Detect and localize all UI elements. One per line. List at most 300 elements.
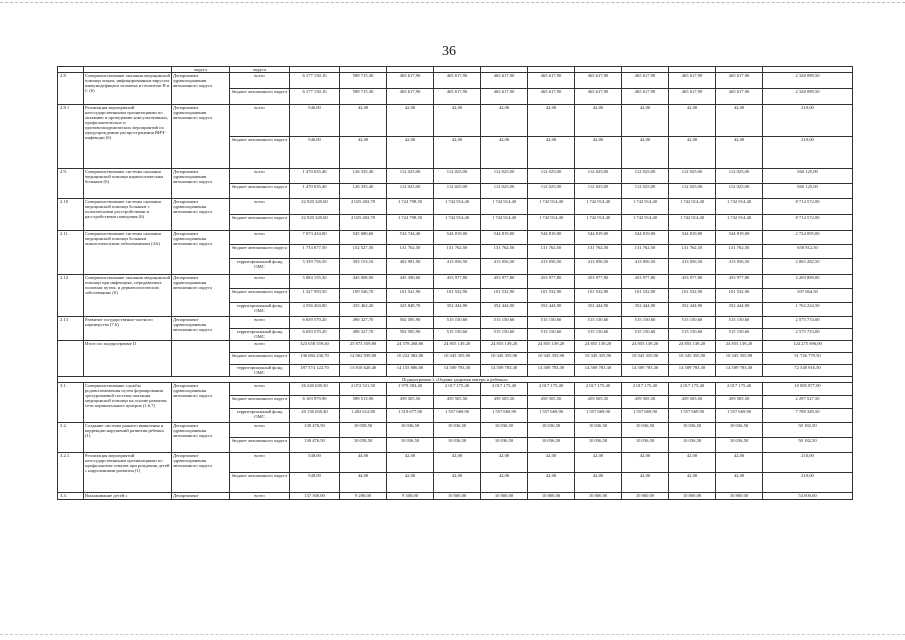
value-cell: 42,00	[622, 137, 669, 169]
row-department	[172, 341, 230, 377]
funding-source: территориальный фонд ОМС	[230, 259, 290, 275]
value-cell: 112 025,00	[575, 184, 622, 199]
value-cell: 1 470 635,40	[290, 169, 340, 184]
value-cell: 1 470 635,40	[290, 184, 340, 199]
value-cell: 453 977,80	[716, 275, 763, 289]
value-cell: 515 150,60	[622, 329, 669, 341]
row-name: Выхаживание детей с	[84, 493, 172, 500]
table-row	[58, 423, 853, 438]
value-cell: 42,00	[387, 473, 434, 493]
value-cell: 10 345 355,90	[434, 353, 481, 365]
value-cell: 210,00	[763, 473, 853, 493]
value-cell: 2 017 175,40	[669, 383, 716, 396]
value-cell: 1 557 669,90	[575, 409, 622, 423]
value-cell: 352 444,90	[481, 303, 528, 317]
value-cell: 544 819,00	[528, 231, 575, 245]
value-cell: 42,00	[716, 137, 763, 169]
value-cell: 187 574 122,70	[290, 365, 340, 377]
value-cell: 10 800,00	[481, 493, 528, 500]
value-cell: 42,00	[434, 473, 481, 493]
funding-source: территориальный фонд ОМС	[230, 365, 290, 377]
value-cell: 112 025,00	[622, 169, 669, 184]
value-cell: 112 025,00	[481, 169, 528, 184]
value-cell: 136 084 236,70	[290, 353, 340, 365]
row-department: Департамент здравоохранения автономного округа	[172, 169, 230, 199]
value-cell: 10 800,00	[575, 493, 622, 500]
value-cell: 2 025 463,70	[340, 215, 387, 231]
funding-source: бюджет автономного округа	[230, 215, 290, 231]
value-cell: 1 557 669,90	[716, 409, 763, 423]
value-cell: 42,00	[528, 137, 575, 169]
value-cell: 413 056,50	[716, 259, 763, 275]
row-code: 3.3.	[58, 493, 84, 500]
row-code: 2.12.	[58, 275, 84, 317]
table-row	[58, 383, 853, 396]
value-cell: 352 444,90	[434, 303, 481, 317]
value-cell: 6 177 130,10	[290, 73, 340, 89]
value-cell: 546,00	[290, 105, 340, 137]
row-name: Совершенствование оказания медицинской помощи лицам, инфицированным вирусом иммунодефицита человека и гепатитов B и C (6)	[84, 73, 172, 105]
value-cell: 2 017 175,40	[716, 383, 763, 396]
value-cell: 402 981,90	[387, 259, 434, 275]
value-cell: 515 150,60	[481, 317, 528, 329]
value-cell: 10 345 355,90	[669, 353, 716, 365]
value-cell: 131 762,50	[622, 245, 669, 259]
value-cell: 10 036,50	[669, 423, 716, 438]
table-row	[58, 341, 853, 353]
value-cell: 465 617,90	[716, 73, 763, 89]
value-cell: 1 742 914,40	[481, 199, 528, 215]
value-cell: 502 585,90	[387, 317, 434, 329]
value-cell: 2 328 089,50	[763, 89, 853, 105]
value-cell: 465 617,90	[481, 73, 528, 89]
value-cell: 42,00	[387, 453, 434, 473]
value-cell: 1 742 914,40	[481, 215, 528, 231]
funding-source: территориальный фонд ОМС	[230, 329, 290, 341]
row-department: Департамент здравоохранения автономного округа	[172, 231, 230, 275]
value-cell: 465 617,90	[669, 73, 716, 89]
value-cell: 42,00	[434, 105, 481, 137]
row-name: Реализация мероприятий негосударственными организациями по профилактике отказов при рождении детей с нарушениями развития (1)	[84, 453, 172, 493]
value-cell: 10 345 355,90	[481, 353, 528, 365]
value-cell: 465 617,90	[575, 89, 622, 105]
value-cell: 112 025,00	[387, 169, 434, 184]
value-cell: 1 979 383,40	[387, 383, 434, 396]
value-cell: 465 617,90	[669, 89, 716, 105]
funding-source: бюджет автономного округа	[230, 438, 290, 453]
value-cell: 210,00	[763, 453, 853, 473]
value-cell: 42,00	[669, 453, 716, 473]
value-cell: 14 509 783,30	[481, 365, 528, 377]
value-cell: 24 855 139,20	[575, 341, 622, 353]
value-cell: 515 150,60	[716, 317, 763, 329]
value-cell: 459 505,50	[387, 396, 434, 409]
value-cell: 126 335,40	[340, 184, 387, 199]
value-cell: 515 150,60	[716, 329, 763, 341]
funding-source: бюджет автономного округа	[230, 289, 290, 303]
value-cell: 658 812,50	[763, 245, 853, 259]
table-row	[58, 453, 853, 473]
value-cell: 2 017 175,40	[528, 383, 575, 396]
value-cell: 14 509 783,30	[669, 365, 716, 377]
value-cell: 1 557 669,90	[669, 409, 716, 423]
value-cell: 589 715,30	[340, 89, 387, 105]
value-cell: 13 810 620,40	[340, 365, 387, 377]
value-cell: 445 008,90	[340, 275, 387, 289]
value-cell: 515 150,60	[575, 329, 622, 341]
value-cell: 24 855 139,20	[716, 341, 763, 353]
value-cell: 42,00	[387, 137, 434, 169]
value-cell: 10 222 382,80	[387, 353, 434, 365]
funding-source: всего	[230, 275, 290, 289]
value-cell: 352 444,90	[669, 303, 716, 317]
value-cell: 131 762,50	[434, 245, 481, 259]
row-code	[58, 341, 84, 377]
funding-source: всего	[230, 341, 290, 353]
value-cell: 515 150,60	[434, 329, 481, 341]
value-cell: 1 742 914,40	[716, 199, 763, 215]
row-name: Совершенствование системы оказания медицинской помощи больным с психическими расстройствами и расстройствами поведения (6)	[84, 199, 172, 231]
value-cell: 42,00	[481, 137, 528, 169]
value-cell: 453 977,80	[622, 275, 669, 289]
value-cell: 112 025,00	[622, 184, 669, 199]
value-cell: 42,00	[622, 105, 669, 137]
value-cell: 126 335,40	[340, 169, 387, 184]
value-cell: 1 742 914,40	[622, 199, 669, 215]
value-cell: 1 742 914,40	[528, 199, 575, 215]
value-cell: 42,00	[340, 105, 387, 137]
value-cell: 465 617,90	[716, 89, 763, 105]
value-cell: 1 742 914,40	[669, 199, 716, 215]
value-cell: 544 819,00	[481, 231, 528, 245]
value-cell: 5 884 155,30	[290, 275, 340, 289]
value-cell: 2 575 753,00	[763, 329, 853, 341]
value-cell: 1 742 914,40	[434, 199, 481, 215]
value-cell: 459 505,50	[528, 396, 575, 409]
funding-source: всего	[230, 105, 290, 137]
value-cell: 1 724 798,50	[387, 199, 434, 215]
value-cell: 42,00	[669, 105, 716, 137]
value-cell: 10 036,50	[528, 438, 575, 453]
value-cell: 10 345 355,90	[575, 353, 622, 365]
value-cell: 546,00	[290, 137, 340, 169]
value-cell: 112 025,00	[434, 169, 481, 184]
value-cell: 24 855 139,20	[434, 341, 481, 353]
value-cell: 42,00	[575, 453, 622, 473]
value-cell: 42,00	[434, 453, 481, 473]
value-cell: 42,00	[528, 105, 575, 137]
value-cell: 10 036,50	[716, 423, 763, 438]
table-row	[58, 317, 853, 329]
value-cell: 1 742 914,40	[528, 215, 575, 231]
value-cell: 445 390,60	[387, 275, 434, 289]
value-cell: 459 505,50	[575, 396, 622, 409]
value-cell: 22 920 320,60	[290, 215, 340, 231]
table-row	[58, 199, 853, 215]
value-cell: 72 548 916,50	[763, 365, 853, 377]
table-row	[58, 73, 853, 89]
value-cell: 101 532,90	[434, 289, 481, 303]
value-cell: 10 345 355,90	[622, 353, 669, 365]
value-cell: 1 742 914,40	[434, 215, 481, 231]
value-cell: 465 617,90	[387, 73, 434, 89]
row-department: Департамент здравоохранения автономного округа	[172, 317, 230, 341]
funding-source: всего	[230, 423, 290, 438]
value-cell: 589 715,30	[340, 73, 387, 89]
budget-table	[57, 66, 853, 500]
funding-source: всего	[230, 453, 290, 473]
value-cell: 6 177 130,10	[290, 89, 340, 105]
funding-source: бюджет автономного округа	[230, 245, 290, 259]
value-cell: 507 664,50	[763, 289, 853, 303]
value-cell: 20 136 659,40	[290, 409, 340, 423]
row-name: Совершенствование службы родовспоможения путем формирования трехуровневой системы оказания медицинской помощи на основе развития сети перинатальных центров (1,6,7)	[84, 383, 172, 423]
table-row	[58, 169, 853, 184]
value-cell: 413 056,50	[622, 259, 669, 275]
value-cell: 42,00	[575, 137, 622, 169]
row-code: 2.9.	[58, 169, 84, 199]
funding-source: бюджет автономного округа	[230, 137, 290, 169]
value-cell: 42,00	[669, 137, 716, 169]
value-cell: 1 742 914,40	[622, 215, 669, 231]
value-cell: 112 025,00	[575, 169, 622, 184]
value-cell: 42,00	[481, 105, 528, 137]
value-cell: 2 297 527,50	[763, 396, 853, 409]
value-cell: 1 742 914,40	[575, 199, 622, 215]
row-code: 2.11.	[58, 231, 84, 275]
value-cell: 7 073 434,00	[290, 231, 340, 245]
value-cell: 10 800,00	[434, 493, 481, 500]
value-cell: 42,00	[481, 453, 528, 473]
value-cell: 10 036,50	[622, 423, 669, 438]
value-cell: 42,00	[716, 453, 763, 473]
value-cell: 10 800,00	[669, 493, 716, 500]
value-cell: 9 200,00	[340, 493, 387, 500]
value-cell: 465 617,90	[434, 73, 481, 89]
page-number: 36	[442, 44, 456, 59]
value-cell: 10 036,50	[622, 438, 669, 453]
funding-source: всего	[230, 493, 290, 500]
value-cell: 112 025,00	[528, 184, 575, 199]
row-code: 3.2.	[58, 423, 84, 453]
value-cell: 101 532,90	[669, 289, 716, 303]
value-cell: 6 103 979,90	[290, 396, 340, 409]
row-code: 3.1.	[58, 383, 84, 423]
value-cell: 1 762 224,50	[763, 303, 853, 317]
value-cell: 5 339 756,50	[290, 259, 340, 275]
value-cell: 101 532,90	[481, 289, 528, 303]
value-cell: 10 800,00	[716, 493, 763, 500]
value-cell: 1 557 669,90	[528, 409, 575, 423]
value-cell: 112 025,00	[716, 184, 763, 199]
value-cell: 6 659 570,20	[290, 317, 340, 329]
value-cell: 131 762,50	[716, 245, 763, 259]
row-department: Департамент здравоохранения автономного округа	[172, 453, 230, 493]
value-cell: 42,00	[481, 473, 528, 493]
value-cell: 413 056,50	[575, 259, 622, 275]
value-cell: 548,00	[290, 453, 340, 473]
value-cell: 1 557 669,90	[622, 409, 669, 423]
value-cell: 459 505,50	[481, 396, 528, 409]
funding-source: бюджет автономного округа	[230, 473, 290, 493]
value-cell: 50 182,50	[763, 423, 853, 438]
value-cell: 2 017 175,40	[575, 383, 622, 396]
value-cell: 393 153,10	[340, 259, 387, 275]
value-cell: 24 855 139,20	[669, 341, 716, 353]
funding-source: всего	[230, 73, 290, 89]
row-department: Департамент здравоохранения автономного округа	[172, 199, 230, 231]
table-row	[58, 105, 853, 137]
value-cell: 130 476,50	[290, 438, 340, 453]
value-cell: 112 025,00	[434, 184, 481, 199]
funding-source: бюджет автономного округа	[230, 353, 290, 365]
value-cell: 131 762,50	[481, 245, 528, 259]
value-cell: 24 855 139,20	[481, 341, 528, 353]
value-cell: 515 150,60	[669, 329, 716, 341]
value-cell: 51 726 779,50	[763, 353, 853, 365]
value-cell: 10 036,50	[575, 423, 622, 438]
value-cell: 42,00	[669, 473, 716, 493]
value-cell: 54 000,00	[763, 493, 853, 500]
funding-source: территориальный фонд ОМС	[230, 303, 290, 317]
value-cell: 10 058,50	[340, 438, 387, 453]
value-cell: 131 762,50	[575, 245, 622, 259]
value-cell: 112 025,00	[481, 184, 528, 199]
value-cell: 1 557 669,90	[434, 409, 481, 423]
value-cell: 335 462,20	[340, 303, 387, 317]
value-cell: 4 556 204,80	[290, 303, 340, 317]
value-cell: 1 742 914,40	[669, 215, 716, 231]
row-name: Реализация мероприятий негосударственными организациями по оказанию и проведению консультативных, профилактических и противоэпидемических мероприятий по предупреждению распространения ВИЧ-инфекции (6)	[84, 105, 172, 169]
value-cell: 515 150,60	[575, 317, 622, 329]
value-cell: 2 724 095,00	[763, 231, 853, 245]
row-name: Развитие государственно-частного партнерства (7,6)	[84, 317, 172, 341]
value-cell: 352 444,90	[575, 303, 622, 317]
value-cell: 352 444,90	[622, 303, 669, 317]
row-name: Итого по подпрограмме II	[84, 341, 172, 377]
value-cell: 465 617,90	[481, 89, 528, 105]
row-code: 3.2.1.	[58, 453, 84, 493]
value-cell: 465 617,90	[622, 89, 669, 105]
funding-source: всего	[230, 169, 290, 184]
value-cell: 109 546,70	[340, 289, 387, 303]
value-cell: 10 085 877,00	[763, 383, 853, 396]
value-cell: 42,00	[528, 473, 575, 493]
value-cell: 112 025,00	[528, 169, 575, 184]
value-cell: 1 519 677,90	[387, 409, 434, 423]
value-cell: 24 855 139,20	[622, 341, 669, 353]
row-department: Департамент здравоохранения автономного округа	[172, 423, 230, 453]
value-cell: 210,00	[763, 105, 853, 137]
bottom-scan-edge	[0, 634, 905, 635]
value-cell: 465 617,90	[387, 89, 434, 105]
value-cell: 589 513,90	[340, 396, 387, 409]
row-department: Департамент здравоохранения автономного округа	[172, 383, 230, 423]
value-cell: 50 182,50	[763, 438, 853, 453]
value-cell: 137 300,00	[290, 493, 340, 500]
value-cell: 352 444,90	[528, 303, 575, 317]
value-cell: 413 056,50	[481, 259, 528, 275]
value-cell: 2 025 463,70	[340, 199, 387, 215]
value-cell: 1 482 612,80	[340, 409, 387, 423]
value-cell: 44,00	[340, 453, 387, 473]
value-cell: 130 476,50	[290, 423, 340, 438]
value-cell: 42,00	[575, 105, 622, 137]
value-cell: 112 025,00	[716, 169, 763, 184]
value-cell: 26 240 639,30	[290, 383, 340, 396]
value-cell: 42,00	[575, 473, 622, 493]
value-cell: 413 056,50	[434, 259, 481, 275]
value-cell: 1 724 798,50	[387, 215, 434, 231]
value-cell: 101 532,90	[575, 289, 622, 303]
value-cell: 124 275 696,00	[763, 341, 853, 353]
value-cell: 453 977,80	[434, 275, 481, 289]
top-scan-edge	[0, 2, 905, 3]
row-code: 2.10	[58, 199, 84, 231]
funding-source: всего	[230, 199, 290, 215]
value-cell: 544 819,00	[622, 231, 669, 245]
value-cell: 112 025,00	[669, 184, 716, 199]
value-cell: 10 036,50	[387, 438, 434, 453]
table-row	[58, 275, 853, 289]
value-cell: 544 819,00	[434, 231, 481, 245]
value-cell: 12 062 939,00	[340, 353, 387, 365]
value-cell: 24 855 139,20	[528, 341, 575, 353]
value-cell: 10 036,50	[528, 423, 575, 438]
value-cell: 2 017 175,40	[434, 383, 481, 396]
value-cell: 22 920 320,60	[290, 199, 340, 215]
value-cell: 10 036,50	[481, 438, 528, 453]
value-cell: 459 505,50	[669, 396, 716, 409]
value-cell: 14 155 886,00	[387, 365, 434, 377]
value-cell: 10 345 355,90	[528, 353, 575, 365]
value-cell: 9 300,00	[387, 493, 434, 500]
value-cell: 42,00	[716, 105, 763, 137]
row-department: Департамент здравоохранения автономного округа	[172, 73, 230, 105]
value-cell: 101 532,90	[716, 289, 763, 303]
value-cell: 42,00	[340, 137, 387, 169]
value-cell: 8 714 572,00	[763, 199, 853, 215]
funding-source: всего	[230, 231, 290, 245]
value-cell: 7 788 349,50	[763, 409, 853, 423]
value-cell: 14 509 783,30	[528, 365, 575, 377]
value-cell: 465 617,90	[575, 73, 622, 89]
header-dept-cell: округа	[172, 67, 230, 73]
value-cell: 490 327,70	[340, 317, 387, 329]
value-cell: 2 017 175,40	[481, 383, 528, 396]
row-code: 2.8	[58, 73, 84, 105]
value-cell: 1 733 677,50	[290, 245, 340, 259]
value-cell: 42,00	[387, 105, 434, 137]
value-cell: 413 056,50	[669, 259, 716, 275]
value-cell: 1 742 914,40	[716, 215, 763, 231]
row-name: Создание системы раннего выявления и коррекции нарушений развития ребенка (1)	[84, 423, 172, 453]
value-cell: 548,00	[290, 473, 340, 493]
value-cell: 10 036,50	[716, 438, 763, 453]
value-cell: 534 744,40	[387, 231, 434, 245]
value-cell: 459 505,50	[434, 396, 481, 409]
value-cell: 112 025,00	[387, 184, 434, 199]
value-cell: 42,00	[434, 137, 481, 169]
value-cell: 131 762,50	[528, 245, 575, 259]
value-cell: 101 532,90	[528, 289, 575, 303]
value-cell: 10 036,50	[575, 438, 622, 453]
value-cell: 465 617,90	[622, 73, 669, 89]
value-cell: 101 532,90	[622, 289, 669, 303]
value-cell: 490 327,70	[340, 329, 387, 341]
row-department: Департамент здравоохранения автономного округа	[172, 105, 230, 169]
value-cell: 42,00	[622, 453, 669, 473]
